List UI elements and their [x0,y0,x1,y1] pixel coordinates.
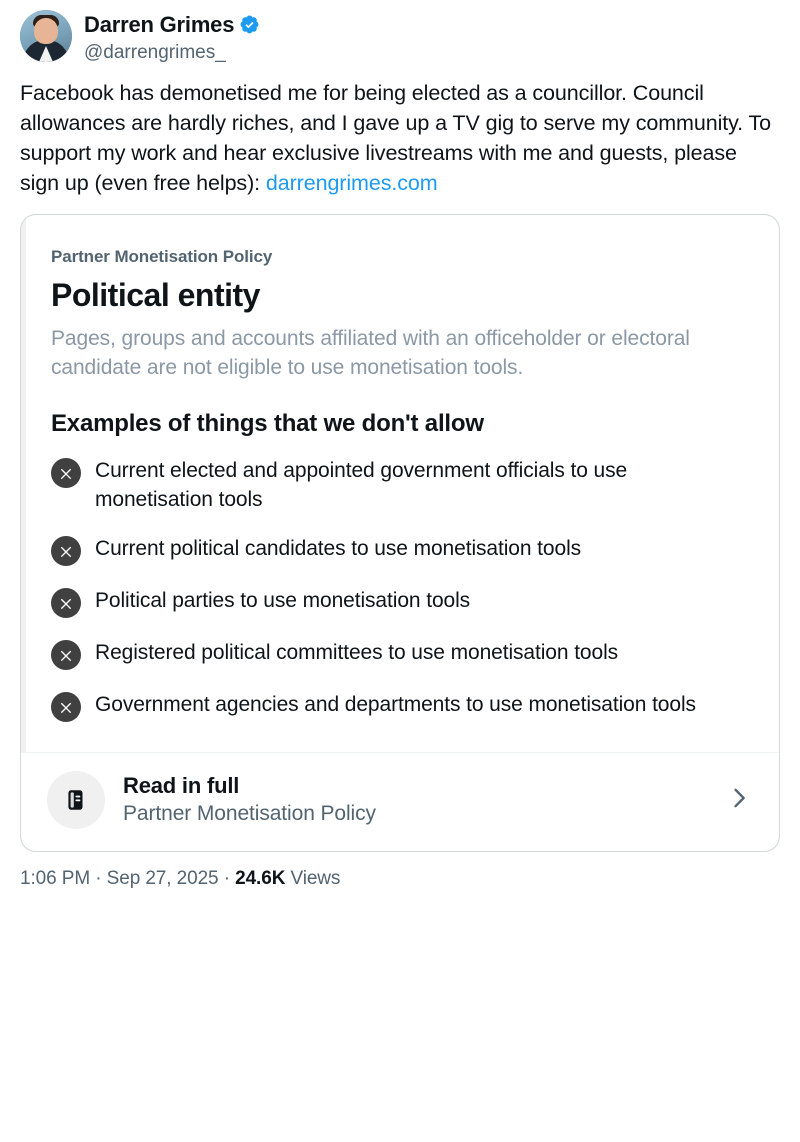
author-handle[interactable]: @darrengrimes_ [84,41,226,63]
policy-card[interactable] [20,214,780,852]
list-item [51,534,749,566]
list-item [51,690,749,722]
display-name-row [84,11,260,39]
tweet-link[interactable]: darrengrimes.com [265,171,438,196]
chevron-right-icon[interactable] [725,784,753,817]
read-in-full-row[interactable] [21,752,779,851]
read-in-full-subtitle: Partner Monetisation Policy [123,802,376,826]
meta-separator-2: · [218,868,236,890]
close-circle-icon [51,458,81,488]
list-item-label: Current elected and appointed government officials to use monetisation tools [95,459,628,512]
avatar[interactable] [20,10,72,62]
tweet-date: Sep 27, 2025 [106,868,219,890]
list-item [51,456,749,514]
close-circle-icon [51,640,81,670]
tweet-header [20,10,780,64]
avatar-face [34,18,58,44]
tweet-text-body: Facebook has demonetised me for being elected as a councillor. Council allowances are hardly riches, and I gave up a TV gig to serve my community. To support my work and hear exclusive livestreams with me and guests, please sign up (even free helps): [20,81,772,196]
list-item-label: Government agencies and departments to use monetisation tools [95,693,696,717]
read-in-full-text [123,772,707,828]
list-item-label: Registered political committees to use monetisation tools [95,641,619,665]
list-item-label: Political parties to use monetisation tools [95,589,471,613]
disallowed-list [51,456,749,722]
close-circle-icon [51,536,81,566]
views-count: 24.6K [235,868,286,890]
read-in-full-title: Read in full [123,773,240,799]
card-eyebrow: Partner Monetisation Policy [51,247,273,267]
policy-card-body [21,215,779,752]
close-circle-icon [51,692,81,722]
card-description: Pages, groups and accounts affiliated with an officeholder or electoral candidate are not eligible to use monetisation tools. [51,327,690,380]
policy-book-icon [47,771,105,829]
list-item-label: Current political candidates to use monetisation tools [95,537,582,561]
card-title: Political entity [51,277,260,314]
views-label: Views [285,868,341,890]
verified-badge-icon [239,14,260,35]
card-subtitle: Examples of things that we don't allow [51,410,484,438]
close-circle-icon [51,588,81,618]
author-display-name[interactable]: Darren Grimes [84,12,235,37]
list-item [51,586,749,618]
author-name-block [84,10,260,64]
tweet-text [20,78,780,198]
meta-separator-1: · [90,868,107,890]
tweet-time: 1:06 PM [20,868,91,890]
list-item [51,638,749,670]
tweet-meta [20,868,780,890]
